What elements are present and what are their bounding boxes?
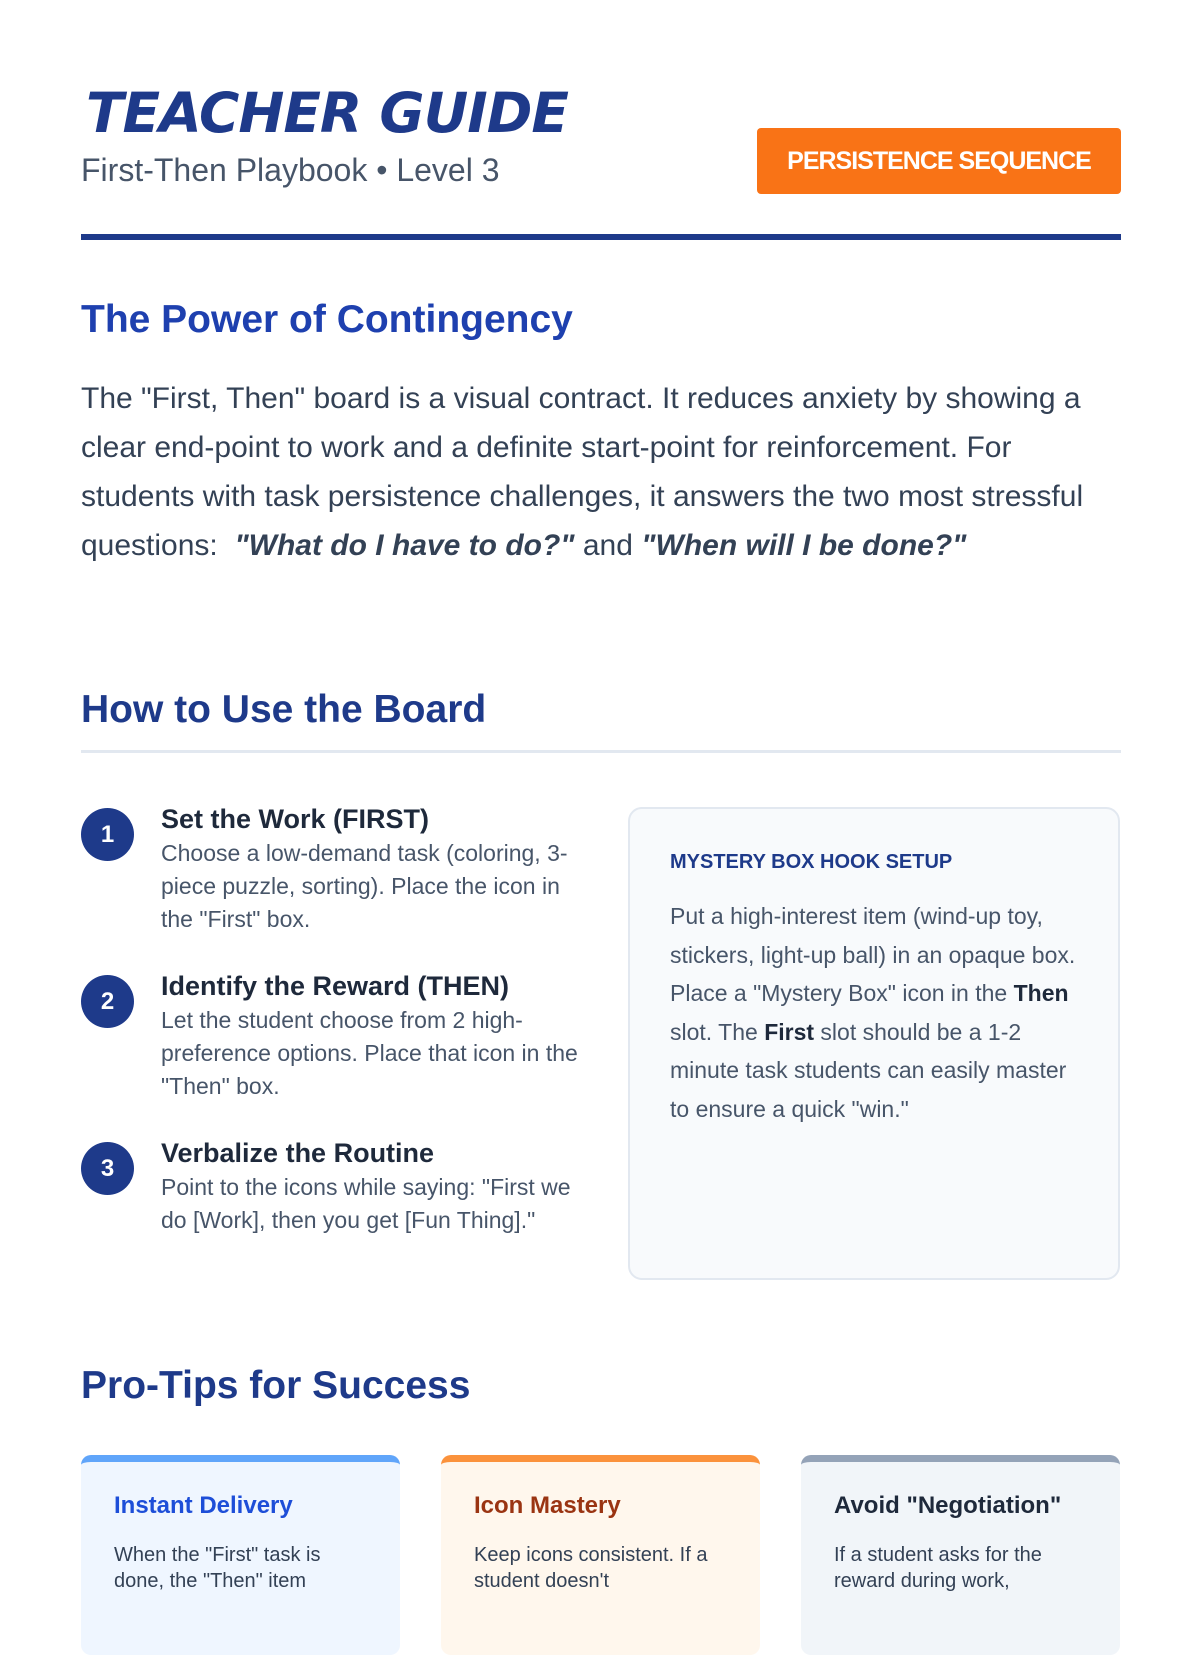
sequence-badge: PERSISTENCE SEQUENCE bbox=[757, 128, 1121, 194]
step-title: Verbalize the Routine bbox=[161, 1138, 435, 1168]
tip-card-instant-delivery bbox=[81, 1455, 400, 1655]
then-emphasis: Then bbox=[1013, 980, 1069, 1006]
mystery-box-text bbox=[670, 897, 1090, 1128]
tip-title: Avoid "Negotiation" bbox=[834, 1492, 1062, 1519]
section-heading-pro-tips: Pro-Tips for Success bbox=[81, 1364, 471, 1407]
section-heading-contingency: The Power of Contingency bbox=[81, 298, 573, 341]
header-divider bbox=[81, 234, 1121, 240]
intro-paragraph bbox=[81, 374, 1126, 570]
tip-text: If a student asks for the reward during work, bbox=[834, 1544, 1042, 1592]
step-number-badge: 2 bbox=[81, 975, 134, 1028]
mystery-box-card bbox=[628, 807, 1120, 1280]
step-title: Identify the Reward (THEN) bbox=[161, 971, 510, 1001]
question-what: "What do I have to do?" bbox=[234, 529, 575, 562]
tip-card-avoid-negotiation bbox=[801, 1455, 1120, 1655]
step-description: Choose a low-demand task (coloring, 3-piece puzzle, sorting). Place the icon in the "First" box. bbox=[161, 840, 568, 932]
mystery-text-part: Put a high-interest item (wind-up toy, stickers, light-up ball) in an opaque box. Place a "Mystery Box" icon in the bbox=[670, 903, 1076, 1006]
step-description: Point to the icons while saying: "First we do [Work], then you get [Fun Thing]." bbox=[161, 1174, 571, 1233]
section-heading-how-to-use: How to Use the Board bbox=[81, 688, 487, 731]
step-description: Let the student choose from 2 high-preference options. Place that icon in the "Then" box. bbox=[161, 1007, 578, 1099]
step-number-badge: 1 bbox=[81, 808, 134, 861]
guide-subtitle: First-Then Playbook • Level 3 bbox=[81, 152, 500, 188]
intro-text: The "First, Then" board is a visual contract. It reduces anxiety by showing a clear end-point to work and a definite start-point for reinforcement. For students with task persistence challenges, it answers the two most stressful questions: bbox=[81, 382, 1084, 562]
tip-title: Instant Delivery bbox=[114, 1492, 293, 1519]
question-when: "When will I be done?" bbox=[641, 529, 967, 562]
and-text: and bbox=[582, 529, 633, 562]
step-title: Set the Work (FIRST) bbox=[161, 804, 430, 834]
tip-card-icon-mastery bbox=[441, 1455, 760, 1655]
tip-text: When the "First" task is done, the "Then" item bbox=[114, 1544, 321, 1592]
tip-text: Keep icons consistent. If a student doesn't bbox=[474, 1544, 708, 1592]
mystery-text-part: slot should be a 1-2 minute task students can easily master to ensure a quick "win." bbox=[670, 1018, 1067, 1122]
first-emphasis: First bbox=[764, 1018, 815, 1045]
step-number-badge: 3 bbox=[81, 1142, 134, 1195]
tip-title: Icon Mastery bbox=[474, 1492, 621, 1519]
mystery-text-part: slot. The bbox=[670, 1018, 758, 1045]
mystery-box-title: MYSTERY BOX HOOK SETUP bbox=[670, 851, 953, 873]
guide-title: TEACHER GUIDE bbox=[86, 81, 568, 145]
section-divider bbox=[81, 750, 1121, 753]
